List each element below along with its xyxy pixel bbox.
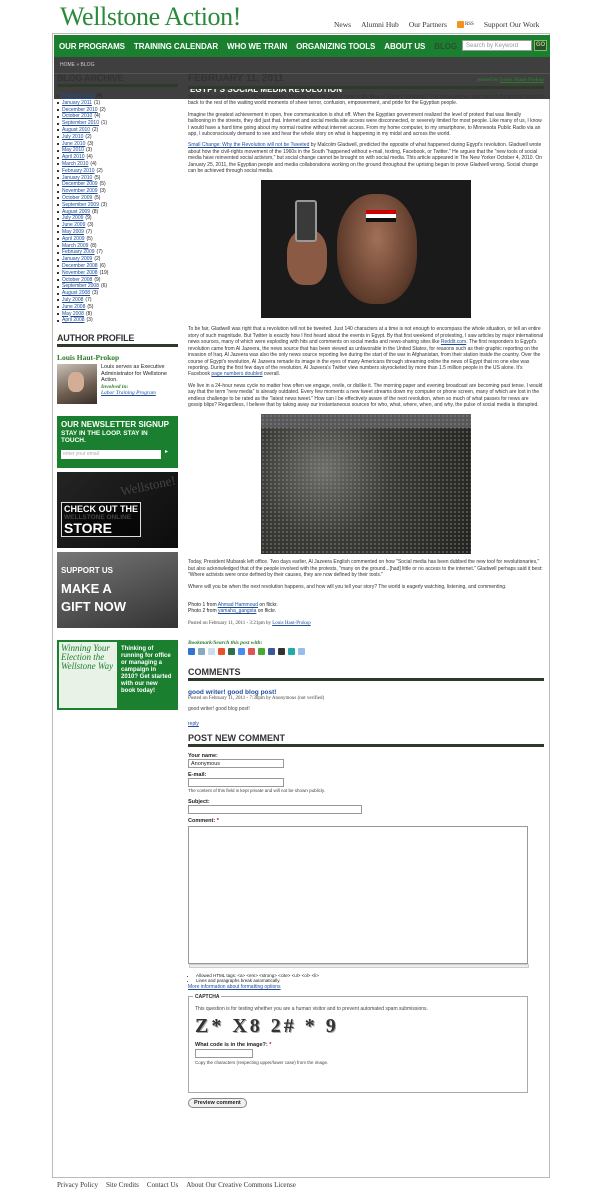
archive-count: (3)	[87, 140, 94, 147]
archive-item	[57, 304, 178, 311]
archive-link[interactable]: February 2010	[62, 167, 95, 174]
footer-contact-link[interactable]: Contact Us	[146, 1181, 179, 1189]
posted-on: Posted on February 11, 2011 - 3:21pm by Louis Haut-Prokop	[188, 620, 311, 626]
archive-link[interactable]: December 2008	[62, 262, 98, 269]
post-paragraph: We all have seen the impact of social media, but have we ever seen it done in the likes of Egypt's revolution? The brave women and men on the ground reported back to the rest of the waiting world moments of sheer terror, confusion, empowerment, and pride for the Egyptian people.	[188, 94, 544, 107]
archive-link[interactable]: July 2010	[62, 133, 84, 140]
archive-count: (9)	[85, 215, 92, 222]
top-link-news[interactable]: News	[334, 20, 352, 29]
main-nav	[54, 35, 550, 57]
textarea-resize-handle[interactable]	[189, 964, 529, 968]
archive-item	[57, 209, 178, 216]
footer-license-link[interactable]: About Our Creative Commons License	[186, 1181, 296, 1189]
comment-reply-link[interactable]: reply	[188, 721, 199, 728]
archive-item	[57, 222, 178, 229]
archive-item	[57, 202, 178, 209]
post-paragraph: Where will you be when the next revolution happens, and how will you tell your story? The world is eagerly watching, listening, and commenting.	[188, 583, 507, 590]
newsvine-icon[interactable]	[228, 648, 235, 655]
page-title: EGYPT'S SOCIAL MEDIA REVOLUTION	[190, 85, 343, 94]
archive-count: (8)	[90, 242, 97, 249]
search-input[interactable]: Search by Keyword	[462, 40, 532, 51]
archive-count: (8)	[92, 208, 99, 215]
comments-heading: COMMENTS	[188, 667, 544, 681]
archive-item	[57, 107, 178, 114]
captcha-question: What code is in the image?: *	[195, 1042, 272, 1048]
post-header	[188, 73, 544, 89]
archive-count: (5)	[94, 174, 101, 181]
comment-label: Comment: *	[188, 817, 219, 824]
nav-about-us[interactable]: ABOUT US	[384, 41, 426, 51]
archive-link[interactable]: January 2009	[62, 256, 93, 263]
archive-item	[57, 243, 178, 250]
archive-item	[57, 290, 178, 297]
newsletter-title: OUR NEWSLETTER SIGNUP	[61, 420, 170, 430]
book-cover: Winning Your Election the Wellstone Way	[59, 642, 117, 708]
top-link-alumni-hub[interactable]: Alumni Hub	[361, 20, 399, 29]
archive-count: (5)	[94, 194, 101, 201]
archive-item	[57, 141, 178, 148]
archive-link[interactable]: January 2010	[62, 174, 93, 181]
archive-link[interactable]: April 2009	[62, 235, 85, 242]
nav-training-calendar[interactable]: TRAINING CALENDAR	[133, 41, 218, 51]
archive-count: (2)	[99, 106, 106, 113]
archive-link[interactable]: April 2010	[62, 154, 85, 161]
breadcrumb[interactable]: HOME » BLOG	[54, 57, 550, 73]
archive-link[interactable]: September 2008	[62, 283, 99, 290]
top-link-support[interactable]: Support Our Work	[483, 20, 540, 29]
archive-list	[57, 93, 178, 324]
archive-count: (7)	[85, 228, 93, 235]
nav-our-programs[interactable]: OUR PROGRAMS	[59, 41, 125, 51]
archive-item	[57, 256, 178, 263]
archive-link[interactable]: May 2009	[62, 228, 84, 235]
archive-count: (3)	[85, 147, 93, 154]
archive-link[interactable]: December 2010	[62, 106, 98, 113]
archive-link[interactable]: September 2010	[62, 120, 99, 127]
archive-item	[57, 188, 178, 195]
archive-link[interactable]: October 2010	[62, 113, 93, 120]
nav-blog[interactable]: BLOG	[434, 41, 457, 51]
involved-link[interactable]: Labor Training Program	[101, 390, 156, 397]
book-text: Thinking of running for office or managing a campaign in 2010? Get started with our new book today!	[117, 642, 176, 708]
newsletter-submit-arrow-icon[interactable]: ▸	[165, 449, 169, 456]
archive-item	[57, 100, 178, 107]
archive-item	[57, 127, 178, 134]
archive-count: (4)	[90, 160, 97, 167]
twitter-icon[interactable]	[298, 648, 305, 655]
comment-textarea[interactable]	[188, 826, 528, 964]
archive-link[interactable]: June 2008	[62, 303, 86, 310]
archive-item	[57, 134, 178, 141]
search-go-button[interactable]: GO	[534, 40, 547, 51]
author-profile	[57, 333, 178, 404]
bookmark-icons	[188, 648, 544, 655]
archive-link[interactable]: November 2009	[62, 188, 98, 195]
archive-count: (2)	[94, 256, 101, 263]
email-label: E-mail:	[188, 772, 207, 779]
comment-title[interactable]: good writer! good blog post!	[188, 688, 277, 696]
archive-count: (5)	[99, 181, 106, 188]
archive-count: (5)	[86, 235, 93, 242]
gladwell-article-link[interactable]: Small Change: Why the Revolution will not be Tweeted	[188, 142, 310, 149]
email-note: The content of this field is kept private and will not be shown publicly.	[188, 788, 325, 794]
archive-link[interactable]: January 2011	[62, 99, 92, 106]
avatar	[57, 364, 97, 404]
email-field[interactable]	[188, 778, 284, 787]
archive-count: (4)	[94, 113, 101, 120]
top-link-rss[interactable]: RSS	[457, 20, 474, 29]
post-paragraph: We live in a 24-hour news cycle no matter how often we engage, revile, or dislike it. The morning paper and evening broadcast are becoming past tense. I would say that the term "new media" is already outdated. Every few moments a new tweet streams down my computer or phone screen, many of which are lost in the endless challenge to be rated as the "latest news tweet." How can I be effectively aware of the next revolution, when so much of what passes for news are gossip blips? Regardless, I believe that by taking away our instantaneous sources for who, what, where, when, and why, the pulse of social media is disrupted.	[188, 382, 543, 408]
digg-icon[interactable]	[198, 648, 205, 655]
store-watermark: Wellstone!	[118, 472, 177, 499]
archive-item	[57, 270, 178, 277]
site-logo[interactable]: Wellstone Action!	[60, 2, 242, 31]
name-label: Your name:	[188, 753, 218, 760]
archive-item	[57, 154, 178, 161]
facebook-icon[interactable]	[268, 648, 275, 655]
archive-count: (2)	[96, 167, 103, 174]
archive-count: (7)	[96, 249, 103, 256]
archive-link[interactable]: June 2010	[62, 140, 86, 147]
archive-link[interactable]: August 2008	[62, 290, 91, 297]
main-content	[188, 73, 544, 1108]
gift-banner[interactable]: SUPPORT US MAKE A GIFT NOW	[57, 552, 178, 628]
captcha-answer-field[interactable]	[195, 1049, 253, 1058]
archive-count: (19)	[99, 269, 109, 276]
archive-link[interactable]: March 2010	[62, 160, 89, 167]
archive-count: (3)	[100, 201, 108, 208]
archive-count: (1)	[100, 120, 108, 127]
archive-link[interactable]: July 2008	[62, 296, 84, 303]
archive-item	[57, 181, 178, 188]
archive-item	[57, 311, 178, 318]
archive-link[interactable]: September 2009	[62, 201, 99, 208]
author-heading: AUTHOR PROFILE	[57, 333, 178, 347]
formatting-options-link[interactable]: More information about formatting options	[188, 983, 281, 990]
captcha-legend: CAPTCHA	[195, 993, 220, 1000]
archive-item	[57, 175, 178, 182]
credit-link-2[interactable]: yamaha_gangsta	[218, 608, 257, 615]
author-name: Louis Haut-Prokop	[57, 353, 120, 363]
page-numbers-link[interactable]: page numbers doubled	[211, 371, 263, 378]
archive-count: (3)	[86, 317, 93, 324]
captcha-image: Z* X8 2# * 9	[195, 1015, 339, 1037]
archive-count: (3)	[99, 188, 106, 195]
author-bio: Louis serves as Executive Administrator for Wellstone Action. Involved in: Labor Training Program	[101, 364, 167, 397]
archive-count: (5)	[87, 303, 94, 310]
archive-heading: BLOG ARCHIVE	[57, 73, 178, 87]
nav-organizing-tools[interactable]: ORGANIZING TOOLS	[296, 41, 376, 51]
archive-item	[57, 147, 178, 154]
post-paragraph: Today, President Mubarak left office. Two days earlier, Al Jazeera English commented on how "Social media has been dubbed the new tool for revolutionaries," but also acknowledged that of the people involved with the protests, "many on the ground...[had] little or no access to the internet." Gladwell perhaps said it best: "Where activists were once defined by their causes, they are now defined by their tools."	[188, 559, 543, 579]
preview-comment-button[interactable]: Preview comment	[188, 1098, 247, 1108]
captcha-box	[188, 993, 528, 1093]
archive-link[interactable]: May 2008	[62, 310, 84, 317]
crowd-photo	[261, 414, 471, 554]
archive-item	[57, 236, 178, 243]
post-paragraph: To be fair, Gladwell was right that a revolution will not be tweeted. Just 140 characters at a time is not enough to encompass the whole situation, or tell an entire story of such magnitude. But Twitter is exactly how I first heard about the events in Egypt. By that first weekend of protesting, I saw articles by major international news sources, many of which were exploding with hits and comments on social media and news-sharing sites like Reddit.com. The first responders to Egypt's revolution came from Al Jazeera, the news source that has been viewed as unfavorable in the United States, for reasons such as their graphic reporting on the invasion of Iraq. Al Jazeera was also the only news source reporting live during the start of the war in Afghanistan, from their station inside the country. Over the course of Egypt's revolution, Al Jazeera remade its image in the eyes of many Americans through streaming online the news of Egypt that no one else was reporting. During the first few days of the revolution, Al Jazeera's Twitter view numbers skyrocketed by more than 1.5 million people in the US alone. It's Facebook page numbers doubled overall.	[188, 326, 544, 378]
protester-photo	[261, 180, 471, 318]
subject-label: Subject:	[188, 798, 210, 805]
archive-link[interactable]: March 2009	[62, 242, 89, 249]
technorati-icon[interactable]	[258, 648, 265, 655]
archive-count: (9)	[94, 276, 101, 283]
archive-count: (4)	[96, 93, 103, 99]
archive-item	[57, 249, 178, 256]
stumbleupon-icon[interactable]	[218, 648, 225, 655]
credit-link-1[interactable]: Ahmad Hammoud	[217, 601, 259, 608]
footer-privacy-link[interactable]: Privacy Policy	[57, 1181, 99, 1189]
post-paragraph: Imagine the greatest achievement in open, free communication is shut off. When the Egyptian government realized the level of protest that was literally ballooning in the streets, they did just that. Internet and social media site access were disconnected, or severely limited for most people. Like many of us, I know I would have a hard time going about my normal routine without internet access. From my home computer, to my smartphone, to Minnesota Public Radio via an app, I subconsciously demand to see and hear the whole story on what is happening in my midst and across the world.	[188, 111, 542, 138]
archive-item	[57, 283, 178, 290]
newsletter-subtitle: STAY IN THE LOOP. STAY IN TOUCH.	[61, 430, 148, 445]
book-banner[interactable]	[57, 640, 178, 710]
captcha-note: Copy the characters (respecting upper/lower case) from the image.	[195, 1060, 329, 1065]
sidebar	[57, 73, 178, 710]
archive-count: (3)	[92, 290, 99, 297]
archive-link[interactable]: February 2011	[62, 93, 95, 99]
formatting-tips: • Allowed HTML tags: <a> <em> <strong> <cite> <ul> <ol> <li> • Lines and paragraphs break automatically.	[196, 973, 544, 984]
archive-item	[57, 229, 178, 236]
archive-link[interactable]: December 2009	[62, 181, 98, 188]
top-link-partners[interactable]: Our Partners	[408, 20, 447, 29]
archive-item	[57, 120, 178, 127]
bookmark-label: Bookmark/Search this post with:	[188, 639, 263, 646]
archive-count: (8)	[85, 310, 93, 317]
top-links	[334, 20, 539, 29]
captcha-description: This question is for testing whether you are a human visitor and to prevent automated spam submissions.	[195, 1005, 428, 1012]
archive-link[interactable]: October 2009	[62, 194, 93, 201]
archive-link[interactable]: July 2009	[62, 215, 84, 222]
posted-by: posted by Louis Haut-Prokop	[477, 77, 544, 83]
posted-by-link[interactable]: Louis Haut-Prokop	[499, 77, 544, 83]
reddit-icon[interactable]	[208, 648, 215, 655]
subject-field[interactable]	[188, 805, 362, 814]
archive-item	[57, 161, 178, 168]
yahoo-icon[interactable]	[248, 648, 255, 655]
nav-who-we-train[interactable]: WHO WE TRAIN	[227, 41, 288, 51]
post-date: FEBRUARY 11, 2011	[188, 73, 284, 84]
archive-link[interactable]: August 2009	[62, 208, 91, 215]
rss-icon	[457, 21, 464, 28]
archive-link[interactable]: June 2009	[62, 222, 86, 229]
page	[52, 0, 550, 1195]
comment-meta: Posted on February 11, 2011 - 7:38pm by Anonymous (not verified)	[188, 695, 325, 701]
footer	[57, 1181, 296, 1189]
archive-link[interactable]: February 2009	[62, 249, 95, 256]
photo-credits: Photo 1 from Ahmad Hammoud on flickr. Photo 2 from yamaha_gangsta on flickr.	[188, 601, 278, 615]
archive-link[interactable]: May 2010	[62, 147, 84, 154]
post-paragraph: Small Change: Why the Revolution will not be Tweeted by Malcolm Gladwell, predicted the opposite of what happened during Egypt's revolution. Gladwell wrote about how the civil-rights movement of the 1960s in the South "happened without e-mail, texting, Facebook, or Twitter." He argues that the "new tools of social media have reinvented social activism," but social change cannot be brought on with social media. This article appeared in The New Yorker October 4, 2010. On January 25, 2011, the Egyptian people and media collaborations working on the ground throughout the uprising began to prove Gladwell wrong. Social change can be achieved through social media.	[188, 142, 543, 175]
magnolia-icon[interactable]	[288, 648, 295, 655]
archive-count: (6)	[100, 283, 108, 290]
archive-item	[57, 93, 178, 100]
archive-item	[57, 113, 178, 120]
archive-link[interactable]: October 2008	[62, 276, 93, 283]
archive-link[interactable]: November 2008	[62, 269, 98, 276]
store-banner[interactable]: Wellstone! CHECK OUT THE WELLSTONE ONLINE STORE	[57, 472, 178, 548]
archive-count: (4)	[86, 154, 93, 161]
archive-item	[57, 297, 178, 304]
archive-item	[57, 215, 178, 222]
archive-count: (2)	[92, 126, 99, 133]
archive-item	[57, 168, 178, 175]
reddit-link[interactable]: Reddit.com	[440, 339, 467, 346]
archive-item	[57, 317, 178, 324]
myspace-icon[interactable]	[278, 648, 285, 655]
archive-count: (2)	[85, 133, 92, 140]
post-comment-heading: POST NEW COMMENT	[188, 733, 544, 747]
footer-credits-link[interactable]: Site Credits	[106, 1181, 139, 1189]
comment-form	[188, 753, 544, 1107]
archive-item	[57, 195, 178, 202]
archive-link[interactable]: August 2010	[62, 126, 91, 133]
delicious-icon[interactable]	[188, 648, 195, 655]
comment-body: good writer! good blog post!	[188, 705, 250, 712]
newsletter-signup	[57, 416, 178, 468]
archive-count: (6)	[99, 262, 106, 269]
archive-item	[57, 263, 178, 270]
posted-on-author-link[interactable]: Louis Haut-Prokop	[272, 620, 311, 626]
archive-count: (3)	[87, 222, 94, 229]
archive-count: (7)	[85, 296, 92, 303]
archive-item	[57, 277, 178, 284]
name-field[interactable]: Anonymous	[188, 759, 284, 768]
archive-link[interactable]: April 2008	[62, 317, 85, 324]
google-icon[interactable]	[238, 648, 245, 655]
newsletter-email-input[interactable]: enter your email	[61, 450, 161, 459]
archive-count: (1)	[93, 99, 101, 106]
